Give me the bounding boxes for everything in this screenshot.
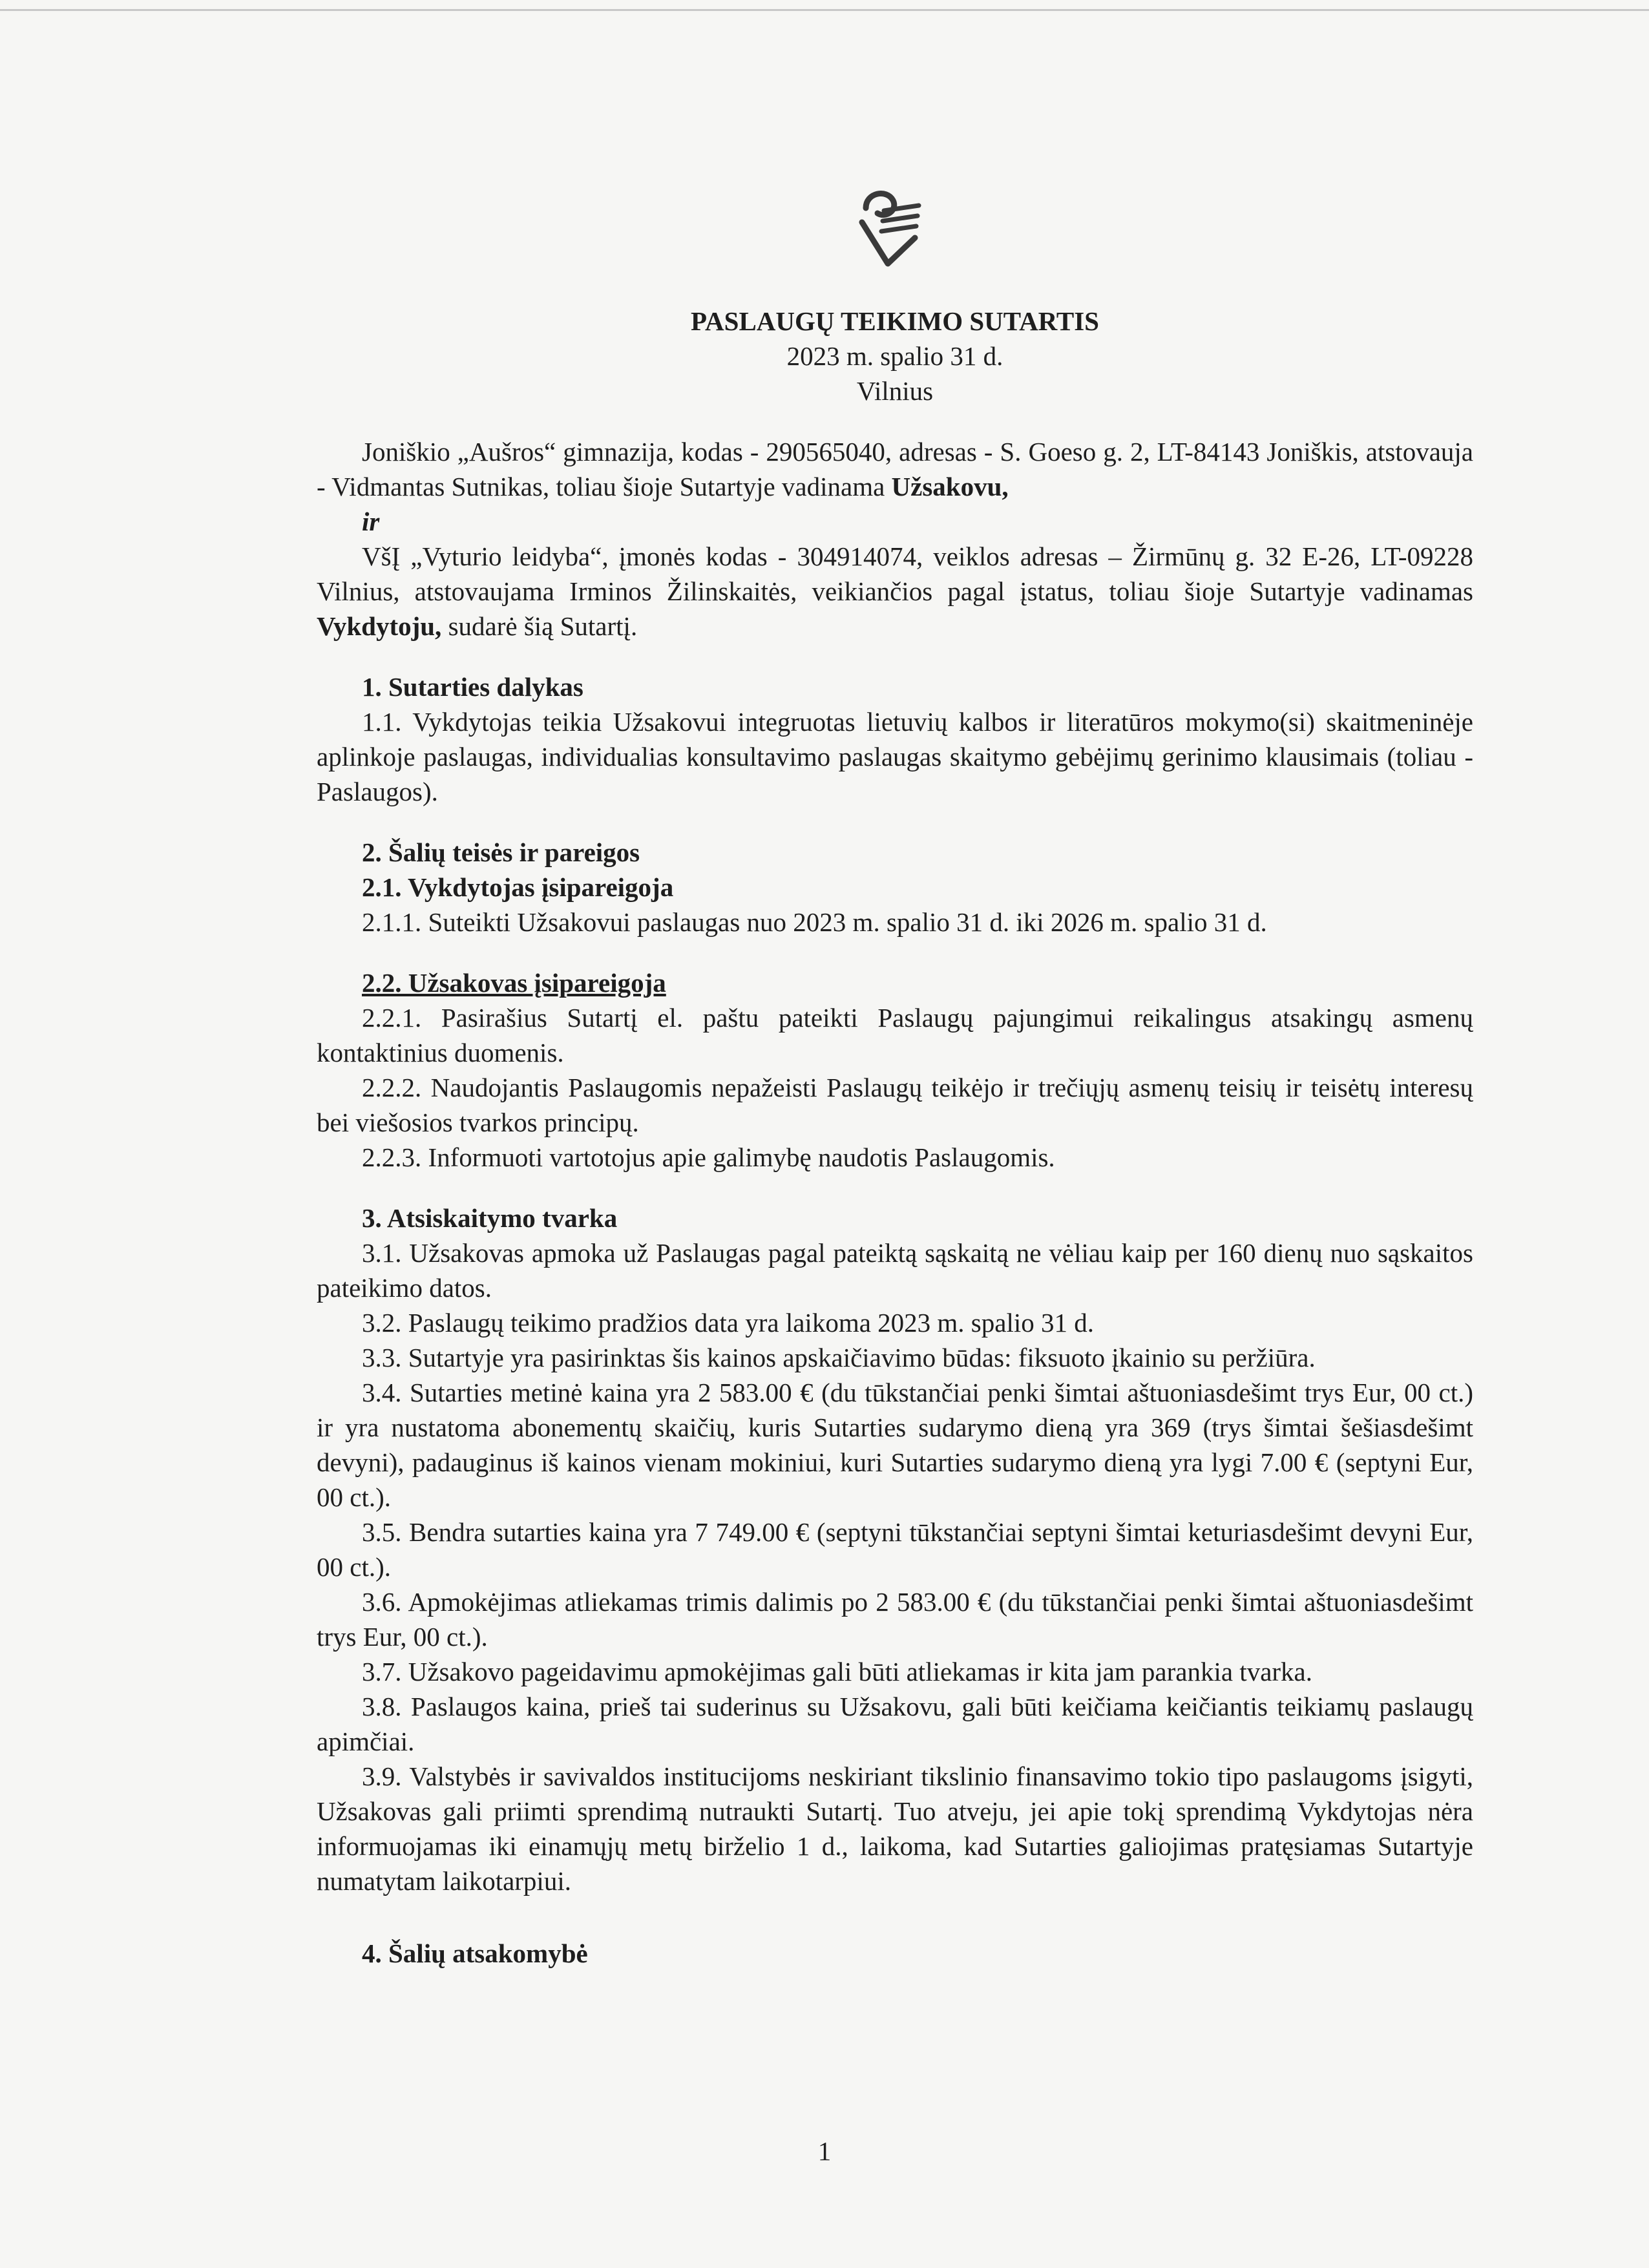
clause-3-7: 3.7. Užsakovo pageidavimu apmokėjimas gali būti atliekamas ir kita jam parankia tvarka. — [362, 1657, 1312, 1686]
section-2-1-title: 2.1. Vykdytojas įsipareigoja — [362, 872, 674, 902]
publisher-logo-icon — [853, 187, 924, 271]
customer-term: Užsakovu, — [891, 472, 1009, 501]
provider-term: Vykdytoju, — [317, 611, 442, 641]
document-date: 2023 m. spalio 31 d. — [786, 341, 1003, 371]
clause-2-2-3: 2.2.3. Informuoti vartotojus apie galimybę naudotis Paslaugomis. — [362, 1142, 1055, 1172]
clause-2-1-1: 2.1.1. Suteikti Užsakovui paslaugas nuo 2023 m. spalio 31 d. iki 2026 m. spalio 31 d. — [362, 907, 1267, 937]
clause-3-1: 3.1. Užsakovas apmoka už Paslaugas pagal pateiktą sąskaitą ne vėliau kaip per 160 dienų nuo sąskaitos pateikimo datos. — [317, 1238, 1473, 1303]
customer-party — [317, 434, 1473, 504]
customer-text: Joniškio „Aušros“ gimnazija, kodas - 290565040, adresas - S. Goeso g. 2, LT-84143 Joniškis, atstovauja - Vidmantas Sutnikas, toliau šioje Sutartyje vadinama — [317, 437, 1473, 501]
section-4-title: 4. Šalių atsakomybė — [362, 1938, 588, 1968]
clause-3-5: 3.5. Bendra sutarties kaina yra 7 749.00 € (septyni tūkstančiai septyni šimtai keturiasdešimt devyni Eur, 00 ct.). — [317, 1517, 1473, 1582]
clause-3-3: 3.3. Sutartyje yra pasirinktas šis kainos apskaičiavimo būdas: fiksuoto įkainio su peržiūra. — [362, 1343, 1316, 1372]
party-connector: ir — [362, 507, 380, 536]
contract-body — [317, 304, 1473, 1971]
section-2-2-title: 2.2. Užsakovas įsipareigoja — [362, 968, 666, 998]
scan-edge — [0, 0, 1649, 11]
clause-1-1: 1.1. Vykdytojas teikia Užsakovui integruotas lietuvių kalbos ir literatūros mokymo(si) skaitmeninėje aplinkoje paslaugas, individualias konsultavimo paslaugas skaitymo gebėjimų gerinimo klausimais (toliau - Paslaugos). — [317, 707, 1473, 806]
section-2-title: 2. Šalių teisės ir pareigos — [362, 837, 640, 867]
document-title: PASLAUGŲ TEIKIMO SUTARTIS — [691, 306, 1099, 336]
document-city: Vilnius — [856, 376, 934, 406]
clause-3-4: 3.4. Sutarties metinė kaina yra 2 583.00 € (du tūkstančiai penki šimtai aštuoniasdešimt trys Eur, 00 ct.) ir yra nustatoma abonementų skaičių, kuris Sutarties sudarymo dieną yra 369 (trys šimtai šešiasdešimt devyni), padauginus iš kainos vienam mokiniui, kuri Sutarties sudarymo dieną yra lygi 7.00 € (septyni Eur, 00 ct.). — [317, 1378, 1473, 1512]
clause-2-2-2: 2.2.2. Naudojantis Paslaugomis nepažeisti Paslaugų teikėjo ir trečiųjų asmenų teisių ir teisėtų interesų bei viešosios tvarkos principų. — [317, 1073, 1473, 1137]
clause-3-2: 3.2. Paslaugų teikimo pradžios data yra laikoma 2023 m. spalio 31 d. — [362, 1308, 1094, 1338]
clause-3-8: 3.8. Paslaugos kaina, prieš tai suderinus su Užsakovu, gali būti keičiama keičiantis teikiamų paslaugų apimčiai. — [317, 1692, 1473, 1756]
section-1-title: 1. Sutarties dalykas — [362, 672, 583, 702]
provider-party — [317, 539, 1473, 644]
provider-tail: sudarė šią Sutartį. — [441, 611, 638, 641]
clause-3-6: 3.6. Apmokėjimas atliekamas trimis dalimis po 2 583.00 € (du tūkstančiai penki šimtai aštuoniasdešimt trys Eur, 00 ct.). — [317, 1587, 1473, 1652]
provider-text: VšĮ „Vyturio leidyba“, įmonės kodas - 304914074, veiklos adresas – Žirmūnų g. 32 E-26, LT-09228 Vilnius, atstovaujama Irminos Žilinskaitės, veikiančios pagal įstatus, toliau šioje Sutartyje vadinamas — [317, 541, 1473, 606]
clause-3-9: 3.9. Valstybės ir savivaldos institucijoms neskiriant tikslinio finansavimo tokio tipo paslaugoms įsigyti, Užsakovas gali priimti sprendimą nutraukti Sutartį. Tuo atveju, jei apie tokį sprendimą Vykdytojas nėra informuojamas iki einamųjų metų birželio 1 d., laikoma, kad Sutarties galiojimas pratęsiamas Sutartyje numatytam laikotarpiui. — [317, 1761, 1473, 1896]
clause-2-2-1: 2.2.1. Pasirašius Sutartį el. paštu pateikti Paslaugų pajungimui reikalingus atsakingų asmenų kontaktinius duomenis. — [317, 1003, 1473, 1067]
page-number: 1 — [817, 2136, 832, 2166]
section-3-title: 3. Atsiskaitymo tvarka — [362, 1203, 618, 1233]
